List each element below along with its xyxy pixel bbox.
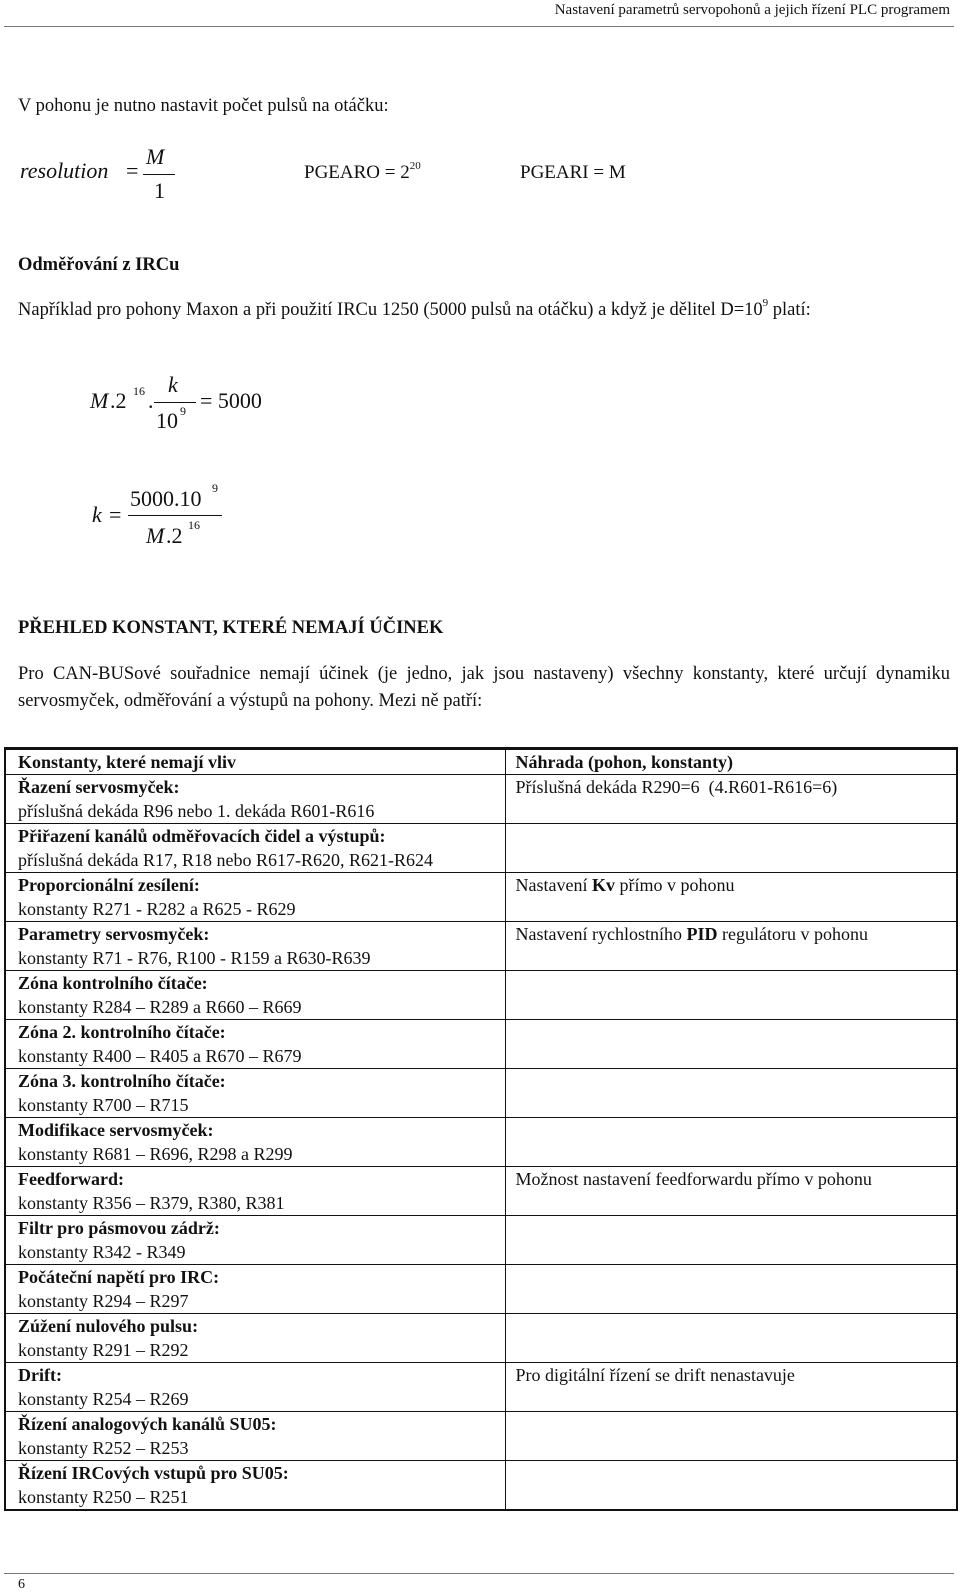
replacement-text: Možnost nastavení feedforwardu přímo v pohonu xyxy=(515,1169,872,1189)
table-row xyxy=(5,1314,957,1363)
replacement-cell xyxy=(505,1118,957,1167)
constant-range: konstanty R294 – R297 xyxy=(18,1291,189,1311)
table-header-row xyxy=(5,749,957,775)
constant-range: příslušná dekáda R96 nebo 1. dekáda R601-R616 xyxy=(18,801,375,821)
constant-group-name: Zúžení nulového pulsu: xyxy=(18,1316,199,1336)
constant-group-name: Řízení analogových kanálů SU05: xyxy=(18,1414,277,1434)
eq1-fraction-line xyxy=(143,174,175,175)
constant-range: konstanty R356 – R379, R380, R381 xyxy=(18,1193,285,1213)
constant-group-name: Řízení IRCových vstupů pro SU05: xyxy=(18,1463,289,1483)
table-row xyxy=(5,824,957,873)
replacement-text: Pro digitální řízení se drift nenastavuje xyxy=(515,1365,795,1385)
constant-cell xyxy=(5,1412,505,1461)
constant-group-name: Parametry servosmyček: xyxy=(18,924,210,944)
constant-cell xyxy=(5,824,505,873)
constant-range: konstanty R271 - R282 a R625 - R629 xyxy=(18,899,296,919)
table-row xyxy=(5,1118,957,1167)
example-tail: platí: xyxy=(768,300,811,320)
constant-group-name: Řazení servosmyček: xyxy=(18,777,180,797)
replacement-cell xyxy=(505,971,957,1020)
replacement-text: Příslušná dekáda R290=6 (4.R601-R616=6) xyxy=(515,777,838,797)
constant-group-name: Feedforward: xyxy=(18,1169,124,1189)
replacement-cell xyxy=(505,1167,957,1216)
example-text xyxy=(18,297,811,321)
eq3-k: k xyxy=(92,502,102,527)
eq1-numerator: M xyxy=(146,144,165,169)
constant-group-name: Modifikace servosmyček: xyxy=(18,1120,214,1140)
pgearo-exponent: 20 xyxy=(409,160,421,172)
constant-range: konstanty R254 – R269 xyxy=(18,1389,189,1409)
section-title-prehled: PŘEHLED KONSTANT, KTERÉ NEMAJÍ ÚČINEK xyxy=(18,618,444,638)
constant-range: konstanty R252 – R253 xyxy=(18,1438,189,1458)
constant-range: konstanty R71 - R76, R100 - R159 a R630-R639 xyxy=(18,948,371,968)
eq3-equals: = xyxy=(109,502,122,527)
eq2-exp16: 16 xyxy=(133,384,145,398)
eq2-fraction-line xyxy=(154,402,196,403)
constant-range: příslušná dekáda R17, R18 nebo R617-R620, R621-R624 xyxy=(18,850,433,870)
eq1-denominator: 1 xyxy=(154,178,165,203)
eq3-den-exp: 16 xyxy=(188,518,200,532)
constant-cell xyxy=(5,1265,505,1314)
replacement-cell xyxy=(505,1265,957,1314)
eq2-denominator: 10 xyxy=(156,408,178,433)
header-rule xyxy=(4,26,954,27)
eq3-fraction-line xyxy=(128,515,222,516)
page-number: 6 xyxy=(18,1577,25,1592)
table-row xyxy=(5,1069,957,1118)
eq1-equals: = xyxy=(126,158,139,183)
constants-table xyxy=(4,747,958,1511)
constant-range: konstanty R342 - R349 xyxy=(18,1242,186,1262)
constant-cell xyxy=(5,1069,505,1118)
eq2-dot2: .2 xyxy=(110,388,127,413)
constant-group-name: Zóna 3. kontrolního čítače: xyxy=(18,1071,226,1091)
pgearo-text: PGEARO = 2 xyxy=(304,162,410,183)
table-row xyxy=(5,1167,957,1216)
constant-group-name: Zóna kontrolního čítače: xyxy=(18,973,208,993)
example-main: Například pro pohony Maxon a při použití IRCu 1250 (5000 pulsů na otáčku) a když je dělitel D=10 xyxy=(18,300,763,320)
constant-cell xyxy=(5,922,505,971)
constant-cell xyxy=(5,1216,505,1265)
replacement-cell xyxy=(505,1363,957,1412)
replacement-cell xyxy=(505,873,957,922)
table-row xyxy=(5,1216,957,1265)
replacement-cell xyxy=(505,824,957,873)
constant-cell xyxy=(5,1461,505,1511)
replacement-cell xyxy=(505,1412,957,1461)
col-header-nahrada: Náhrada (pohon, konstanty) xyxy=(505,749,957,775)
constant-group-name: Drift: xyxy=(18,1365,62,1385)
replacement-text: přímo v pohonu xyxy=(615,875,735,895)
table-row xyxy=(5,1363,957,1412)
constant-range: konstanty R250 – R251 xyxy=(18,1487,189,1507)
table-row xyxy=(5,1412,957,1461)
replacement-text: Nastavení rychlostního xyxy=(515,924,687,944)
footer-rule xyxy=(4,1573,954,1574)
replacement-cell xyxy=(505,1216,957,1265)
table-row xyxy=(5,1461,957,1511)
table-row xyxy=(5,971,957,1020)
constant-range: konstanty R291 – R292 xyxy=(18,1340,189,1360)
running-header: Nastavení parametrů servopohonů a jejich řízení PLC programem xyxy=(554,2,950,18)
replacement-cell xyxy=(505,1461,957,1511)
eq2-rhs: = 5000 xyxy=(200,388,262,413)
table-row xyxy=(5,1265,957,1314)
eq3-den-2: .2 xyxy=(166,523,183,548)
replacement-cell xyxy=(505,1314,957,1363)
constant-cell xyxy=(5,1314,505,1363)
pgeari-label: PGEARI = M xyxy=(520,162,626,183)
constant-cell xyxy=(5,1020,505,1069)
constant-range: konstanty R700 – R715 xyxy=(18,1095,189,1115)
constant-cell xyxy=(5,971,505,1020)
col-header-konstanty: Konstanty, které nemají vliv xyxy=(5,749,505,775)
constant-cell xyxy=(5,1167,505,1216)
example-exponent: 9 xyxy=(762,297,769,309)
paragraph-can-bus: Pro CAN-BUSové souřadnice nemají účinek (je jedno, jak jsou nastaveny) všechny konstanty, které určují dynamiku servosmyček, odměřování a výstupů na pohony. Mezi ně patří: xyxy=(18,664,950,711)
eq2-den-exp: 9 xyxy=(180,404,186,418)
constant-range: konstanty R681 – R696, R298 a R299 xyxy=(18,1144,293,1164)
replacement-cell xyxy=(505,1020,957,1069)
constant-group-name: Zóna 2. kontrolního čítače: xyxy=(18,1022,226,1042)
constant-group-name: Filtr pro pásmovou zádrž: xyxy=(18,1218,220,1238)
replacement-text: PID xyxy=(686,924,718,944)
eq3-numerator: 5000.10 xyxy=(130,486,202,511)
constant-cell xyxy=(5,775,505,824)
replacement-cell xyxy=(505,1069,957,1118)
replacement-text: Nastavení xyxy=(515,875,592,895)
eq2-m: M xyxy=(90,388,109,413)
constant-group-name: Přiřazení kanálů odměřovacích čidel a výstupů: xyxy=(18,826,386,846)
constant-cell xyxy=(5,1363,505,1412)
replacement-text: regulátoru v pohonu xyxy=(717,924,868,944)
constant-range: konstanty R400 – R405 a R670 – R679 xyxy=(18,1046,302,1066)
section-title-odmerovani: Odměřování z IRCu xyxy=(18,255,180,275)
eq1-lhs: resolution xyxy=(20,158,109,183)
table-row xyxy=(5,1020,957,1069)
constant-cell xyxy=(5,873,505,922)
table-row xyxy=(5,873,957,922)
replacement-cell xyxy=(505,775,957,824)
pgearo-label xyxy=(304,162,421,184)
replacement-text: Kv xyxy=(591,875,615,895)
eq3-num-exp: 9 xyxy=(212,481,218,495)
intro-text: V pohonu je nutno nastavit počet pulsů na otáčku: xyxy=(18,96,389,116)
table-row xyxy=(5,775,957,824)
replacement-cell xyxy=(505,922,957,971)
constant-cell xyxy=(5,1118,505,1167)
table-row xyxy=(5,922,957,971)
constant-group-name: Proporcionální zesílení: xyxy=(18,875,200,895)
eq3-den-m: M xyxy=(146,523,165,548)
eq2-numerator: k xyxy=(168,372,178,397)
constant-range: konstanty R284 – R289 a R660 – R669 xyxy=(18,997,302,1017)
constant-group-name: Počáteční napětí pro IRC: xyxy=(18,1267,220,1287)
eq2-dot: . xyxy=(148,388,154,413)
